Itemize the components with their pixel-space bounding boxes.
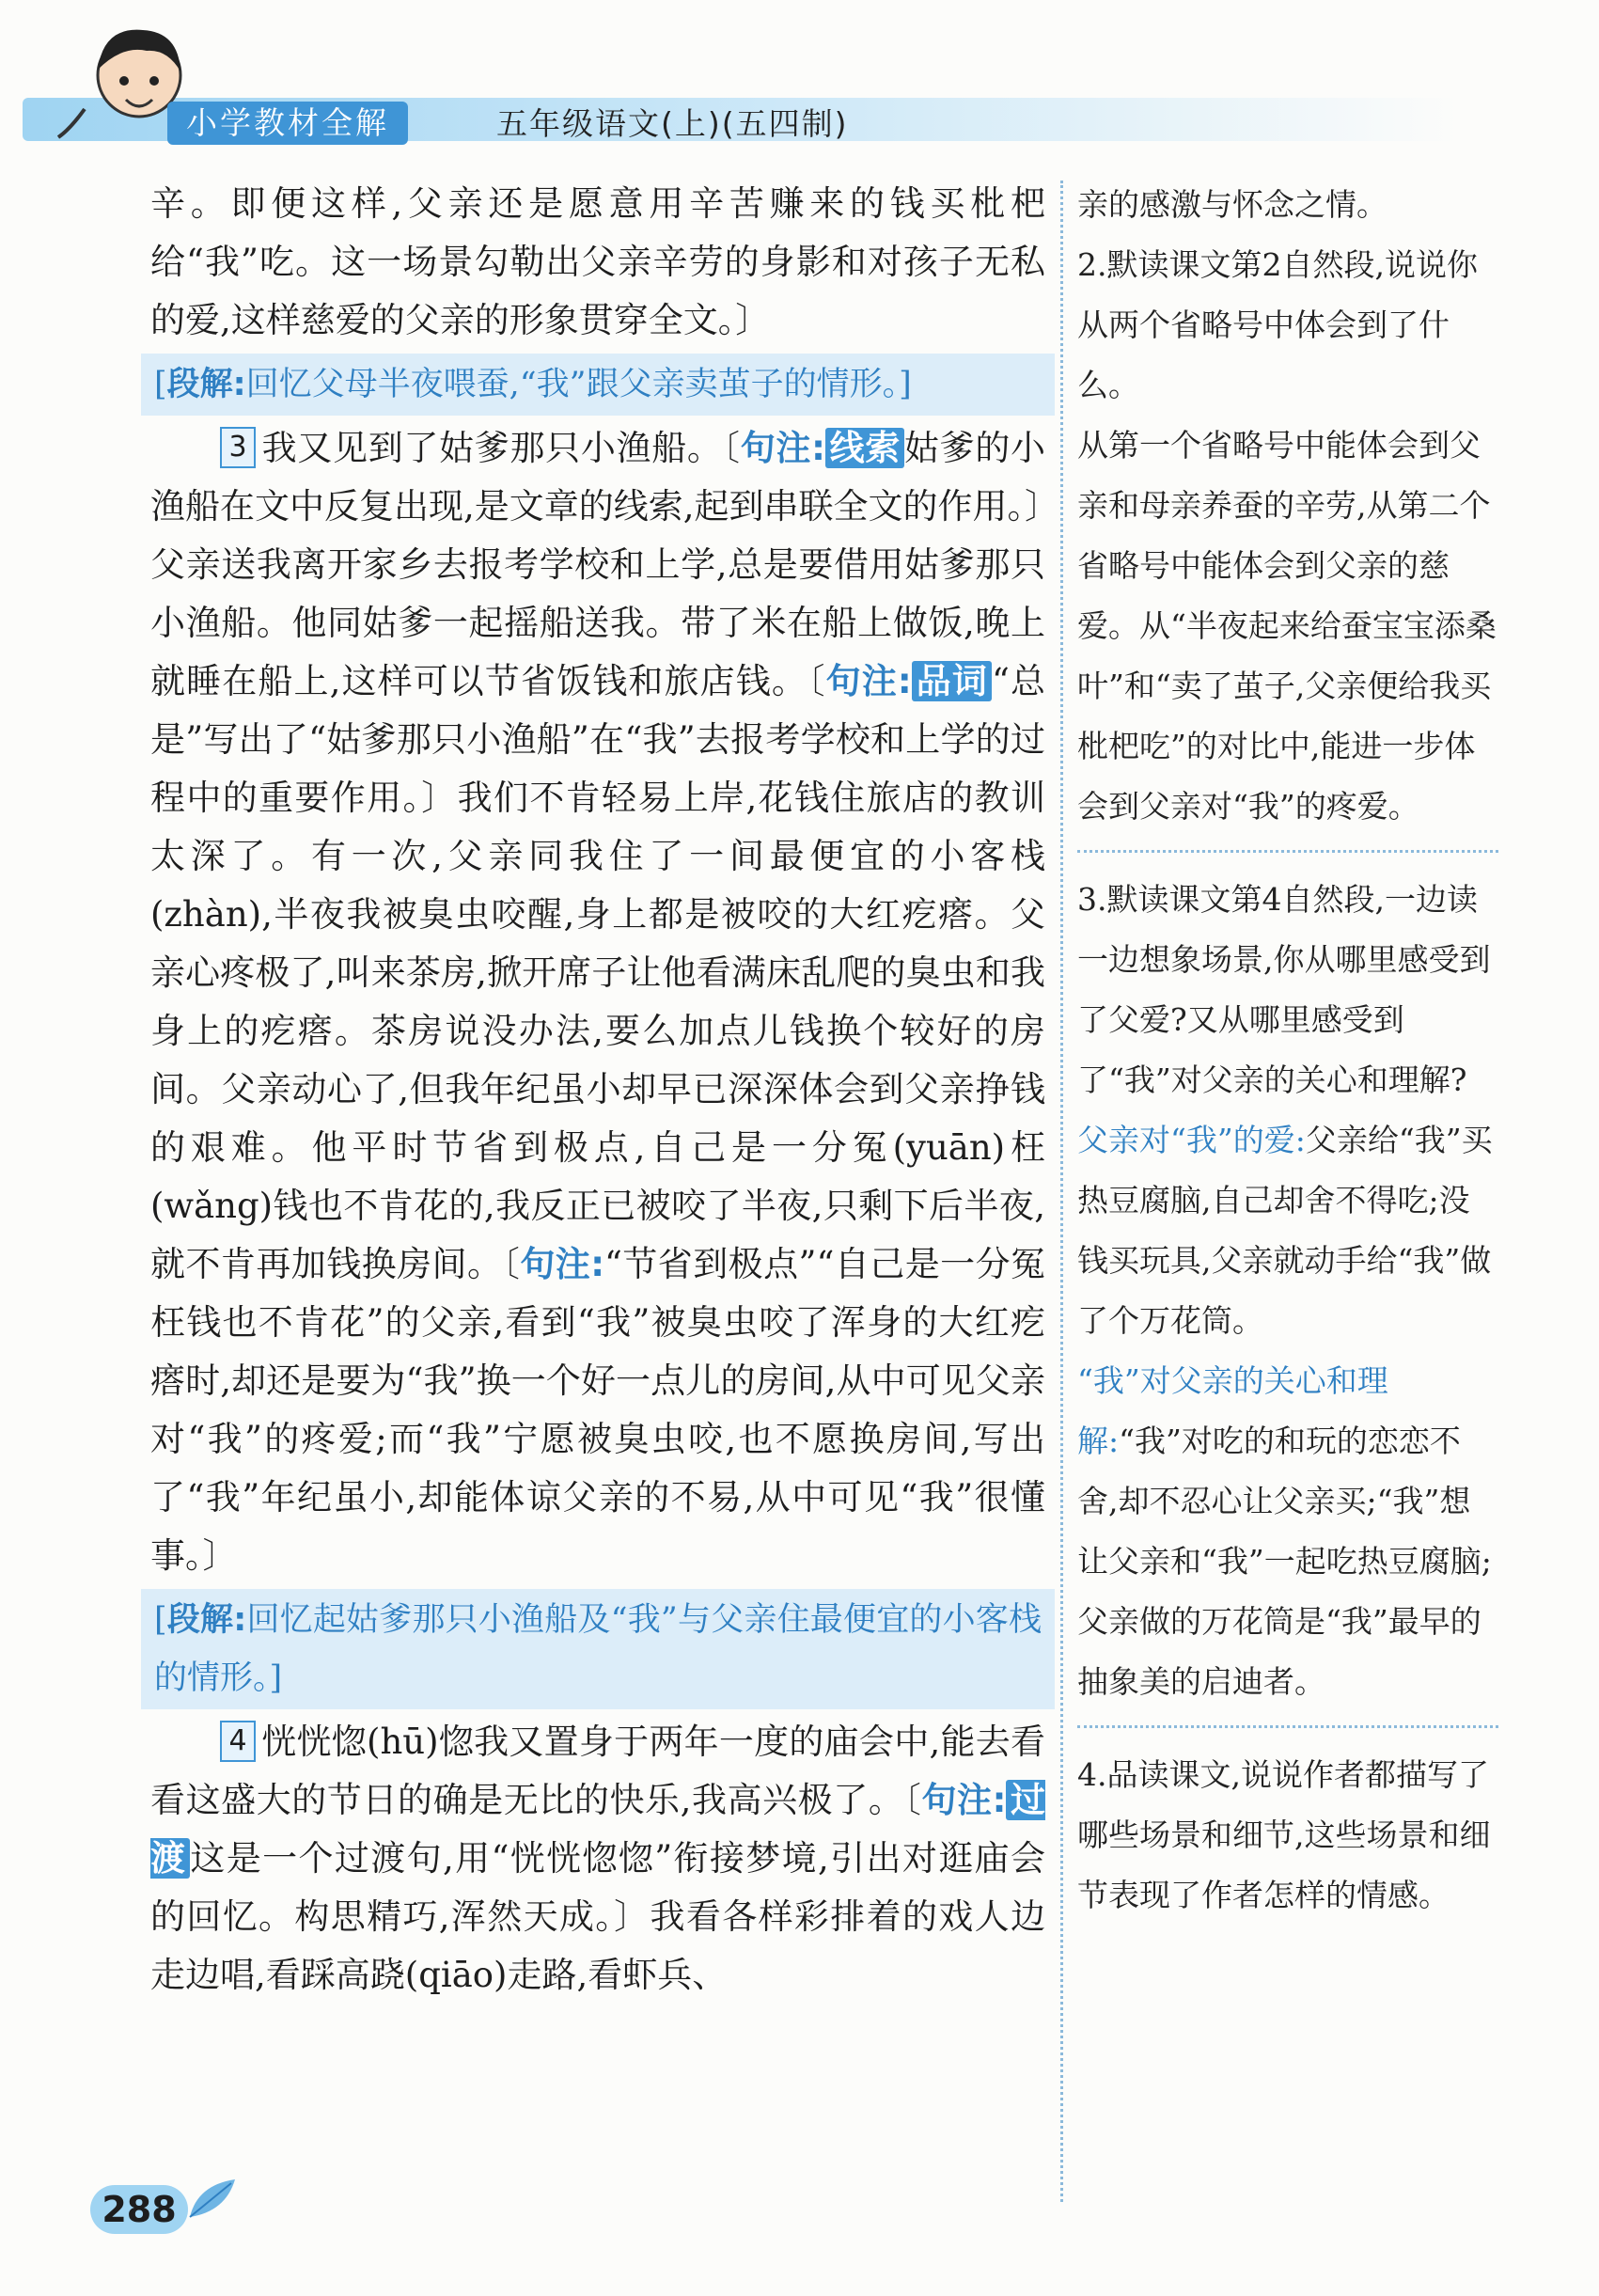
sentence-note-text: “总是”写出了“姑爹那只小渔船”在“我”去报考学校和上学的过程中的重要作用。〕 (150, 661, 1046, 818)
note-tag: 线索 (825, 428, 904, 468)
answer-2: 从第一个省略号中能体会到父亲和母亲养蚕的辛劳,从第二个省略号中能体会到父亲的慈爱。从“半夜起来给蚕宝宝添桑叶”和“卖了茧子,父亲便给我买枇杷吃”的对比中,能进一步体会到父亲对“我”的疼爱。 (1077, 427, 1497, 825)
leaf-icon (184, 2176, 241, 2223)
sentence-note-text: 这是一个过渡句,用“恍恍惚惚”衔接梦境,引出对逛庙会的回忆。构思精巧,浑然天成。〕 (150, 1838, 1045, 1937)
question-4: 4.品读课文,说说作者都描写了哪些场景和细节,这些场景和细节表现了作者怎样的情感。 (1077, 1756, 1491, 1913)
answer-continued: 亲的感激与怀念之情。 (1077, 186, 1387, 223)
paragraph-text: 我又见到了姑爹那只小渔船。〔 (261, 428, 741, 468)
question-2: 2.默读课文第2自然段,说说你从两个省略号中体会到了什么。 (1077, 246, 1478, 403)
book-title: 五年级语文(上)(五四制) (496, 105, 849, 142)
answer-text: “我”对吃的和玩的恋恋不舍,却不忍心让父亲买;“我”想让父亲和“我”一起吃热豆腐脑;父亲做的万花筒是“我”最早的抽象美的启迪者。 (1077, 1423, 1492, 1700)
paragraph-text: 父亲送我离开家乡去报考学校和上学,总是要借用姑爹那只小渔船。他同姑爹一起摇船送我。带了米在船上做饭,晚上就睡在船上,这样可以节省饭钱和旅店钱。〔 (150, 544, 1045, 701)
page-header (0, 0, 1599, 167)
sentence-note-label: 句注: (520, 1244, 605, 1284)
question-separator (1077, 1725, 1498, 1728)
paragraph-4 (150, 1713, 1045, 2005)
paragraph-text: 我看各样彩排着的戏人边走边唱,看踩高跷(qiāo)走路,看虾兵、 (150, 1896, 1046, 1995)
sentence-note-text: 姑爹的小渔船在文中反复出现,是文章的线索,起到串联全文的作用。〕 (150, 428, 1060, 527)
section-analysis-text: 回忆父母半夜喂蚕,“我”跟父亲卖茧子的情形。 (245, 366, 900, 403)
answer-3 (1077, 1110, 1498, 1351)
question-3: 3.默读课文第4自然段,一边读一边想象场景,你从哪里感受到了父爱?又从哪里感受到了“我”对父亲的关心和理解? (1077, 881, 1491, 1098)
paragraph-3 (150, 419, 1060, 1585)
sentence-note-label: 句注: (825, 661, 912, 701)
page-number: 288 (90, 2185, 188, 2234)
section-analysis-label: 段解: (166, 366, 246, 403)
question-separator (1077, 850, 1498, 853)
paragraph-number: 3 (220, 427, 256, 468)
note-tag: 品词 (912, 661, 992, 701)
sentence-note-label: 句注: (740, 428, 825, 468)
section-analysis-text: 回忆起姑爹那只小渔船及“我”与父亲住最便宜的小客栈的情形。 (154, 1601, 1042, 1697)
paragraph-number: 4 (220, 1721, 256, 1762)
sentence-note-text: “节省到极点”“自己是一分冤枉钱也不肯花”的父亲,看到“我”被臭虫咬了浑身的大红疙瘩时,却还是要为“我”换一个好一点儿的房间,从中可见父亲对“我”的疼爱;而“我”宁愿被臭虫咬,也不愿换房间,写出了“我”年纪虽小,却能体谅父亲的不易,从中可见“我”很懂事。〕 (150, 1244, 1046, 1576)
column-divider (1060, 181, 1063, 2202)
series-title: 小学教材全解 (167, 102, 408, 145)
paragraph-continued: 辛。即便这样,父亲还是愿意用辛苦赚来的钱买枇杷给“我”吃。这一场景勾勒出父亲辛劳的身影和对孩子无私的爱,这样慈爱的父亲的形象贯穿全文。〕 (150, 183, 1045, 340)
paragraph-text: 恍恍惚(hū)惚我又置身于两年一度的庙会中,能去看看这盛大的节日的确是无比的快乐,我高兴极了。〔 (150, 1722, 1045, 1820)
side-questions (1077, 175, 1498, 1926)
answer-text: 父亲给“我”买热豆腐脑,自己却舍不得吃;没钱买玩具,父亲就动手给“我”做了个万花筒。 (1077, 1122, 1493, 1339)
section-analysis-label: 段解: (166, 1601, 247, 1639)
answer-3b (1077, 1351, 1498, 1712)
paragraph-text: 我们不肯轻易上岸,花钱住旅店的教训太深了。有一次,父亲同我住了一间最便宜的小客栈(zhàn),半夜我被臭虫咬醒,身上都是被咬的大红疙瘩。父亲心疼极了,叫来茶房,掀开席子让他看满床乱爬的臭虫和我身上的疙瘩。茶房说没办法,要么加点儿钱换个较好的房间。父亲动心了,但我年纪虽小却早已深深体会到父亲挣钱的艰难。他平时节省到极点,自己是一分冤(yuān)枉(wǎng)钱也不肯花的,我反正已被咬了半夜,只剩下后半夜,就不肯再加钱换房间。〔 (150, 778, 1046, 1284)
sentence-note-label: 句注: (921, 1780, 1007, 1820)
section-analysis-2: [段解:回忆起姑爹那只小渔船及“我”与父亲住最便宜的小客栈的情形。] (141, 1589, 1055, 1709)
answer-label: 父亲对“我”的爱: (1077, 1122, 1306, 1158)
main-text (150, 175, 1060, 2005)
answer-label: “我”对父亲的关心和理解: (1077, 1362, 1388, 1459)
note-tag: 过渡 (150, 1780, 1046, 1879)
section-analysis-1: [段解:回忆父母半夜喂蚕,“我”跟父亲卖茧子的情形。] (141, 354, 1055, 416)
